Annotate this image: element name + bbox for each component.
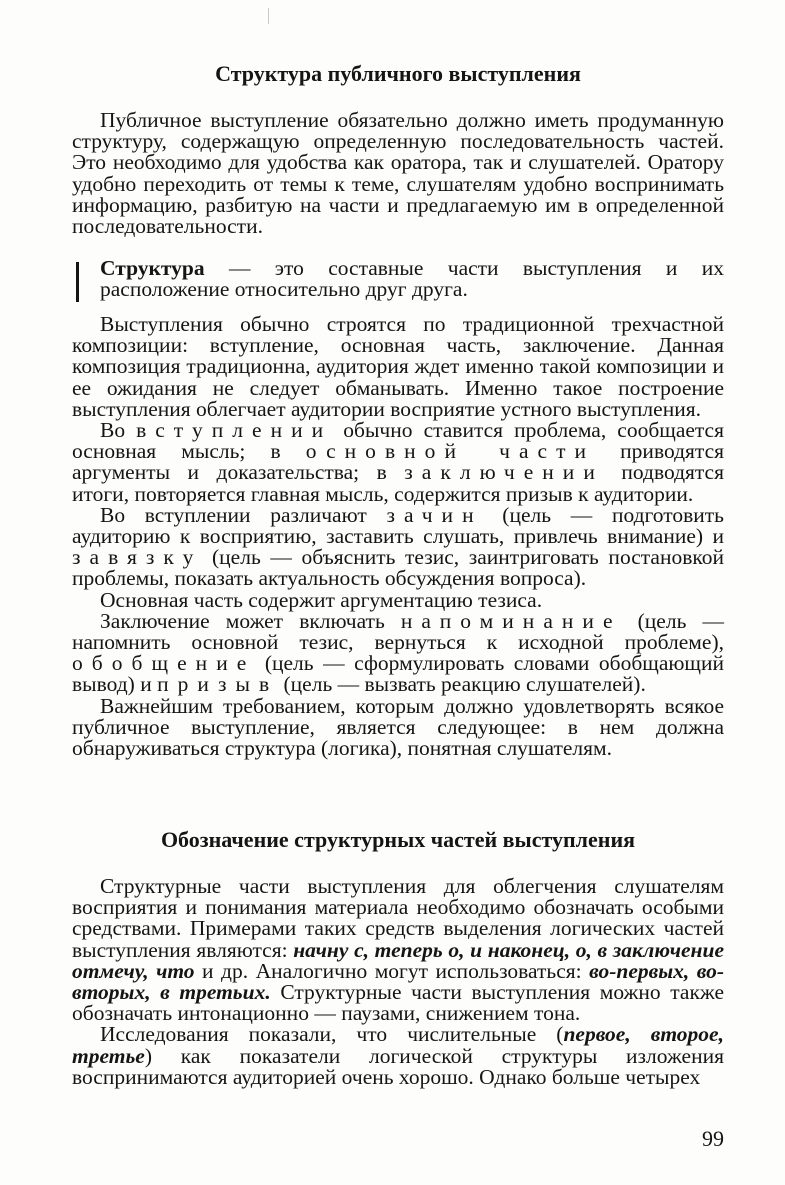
text-run: приводятся аргументы и доказательства; в (72, 439, 724, 485)
section-title-structure: Структура публичного выступления (215, 61, 581, 86)
spaced-term: зачин (386, 502, 483, 527)
text-run: (цель — объяснить тезис, заинтриговать постановкой проблемы, показать актуальность обсуждения вопроса). (72, 545, 724, 591)
text-run: Во вступлении различают (100, 502, 387, 527)
scan-mark (268, 8, 269, 24)
italic-examples: во-первых, во-вторых, в третьих. (72, 958, 724, 1005)
text-run: обычно ставится проблема, сообщается основная мысль; в (72, 418, 724, 464)
text-run: и др. Аналогично могут использоваться: (194, 958, 590, 983)
italic-examples: первое, второе, третье (72, 1022, 724, 1068)
text-run: ) как показатели логической структуры изложения воспринимаются аудиторией очень хорошо. Однако больше четырех (72, 1043, 724, 1089)
section-title-markers: Обозначение структурных частей выступления (160, 827, 636, 852)
body-block-markers (72, 876, 724, 1088)
requirement-paragraph: Важнейшим требованием, которым должно удовлетворять всякое публичное выступление, является следующее: в нем должна обнаруживаться структура (логика), понятная слушателям. (72, 693, 724, 761)
parts-paragraph (72, 420, 724, 505)
definition-body: — это составные части выступления и их расположение относительно друг друга. (100, 256, 724, 302)
intro-parts-paragraph (72, 502, 724, 591)
page-number: 99 (702, 1126, 724, 1151)
body-block-structure (72, 314, 724, 759)
definition-marker-bar (76, 262, 79, 302)
intro-paragraph-block (72, 110, 724, 237)
numerals-paragraph (72, 1024, 724, 1088)
intro-paragraph: Публичное выступление обязательно должно иметь продуманную структуру, содержащую определенную последовательность частей. Это необходимо для удобства как оратора, так и слушателей. Оратору удобно переходить от темы к теме, слушателям удобно воспринимать информацию, разбитую на части и предлагаемую им в определенной последовательности. (72, 108, 724, 239)
text-run: (цель — подготовить аудиторию к восприятию, заставить слушать, привлечь внимание) и (72, 502, 724, 549)
text-run: Структурные части выступления для облегчения слушателям восприятия и понимания материала необходимо обозначать особыми средствами. Примерами таких средств выделения логических частей выступления являются: (72, 874, 724, 962)
text-run: подводятся итоги, повторяется главная мысль, содержится призыв к аудитории. (72, 460, 724, 506)
text-run: Во (100, 418, 137, 443)
spaced-term: напоминание (400, 608, 622, 633)
definition-text (100, 258, 724, 300)
text-run: (цель — сформулировать словами обобщающий вывод) и (72, 651, 724, 697)
text-run: Исследования показали, что числительные ( (100, 1022, 564, 1047)
definition-block (72, 258, 724, 300)
spaced-term: завязку (72, 545, 203, 570)
conclusion-paragraph (72, 608, 724, 697)
definition-term: Структура (100, 256, 205, 280)
markers-paragraph (72, 876, 724, 1024)
spaced-term: вступлении (136, 418, 333, 443)
spaced-term: обобщение (72, 651, 256, 676)
main-part-paragraph: Основная часть содержит аргументацию тезиса. (100, 587, 543, 612)
italic-examples: начну с, теперь о, и наконец, о, в заключение отмечу, что (72, 937, 724, 983)
composition-paragraph: Выступления обычно строятся по традиционной трехчастной композиции: вступление, основная часть, заключение. Данная композиция традиционна, аудитория ждет именно такой композиции и ее ожидания не следует обманывать. Именно такое построение выступления облегчает аудитории восприятие устного выступления. (72, 312, 724, 421)
text-run: Структурные части выступления можно также обозначать интонационно — паузами, снижением тона. (72, 980, 725, 1026)
text-run: (цель — вызвать реакцию слушателей). (278, 672, 646, 697)
text-run: (цель — напомнить основной тезис, вернуться к исходной проблеме), (72, 608, 724, 655)
spaced-term: основной части (305, 439, 596, 464)
spaced-term: заключении (404, 460, 604, 485)
spaced-term: призыв (157, 672, 279, 697)
text-run: Заключение может включать (100, 608, 401, 633)
